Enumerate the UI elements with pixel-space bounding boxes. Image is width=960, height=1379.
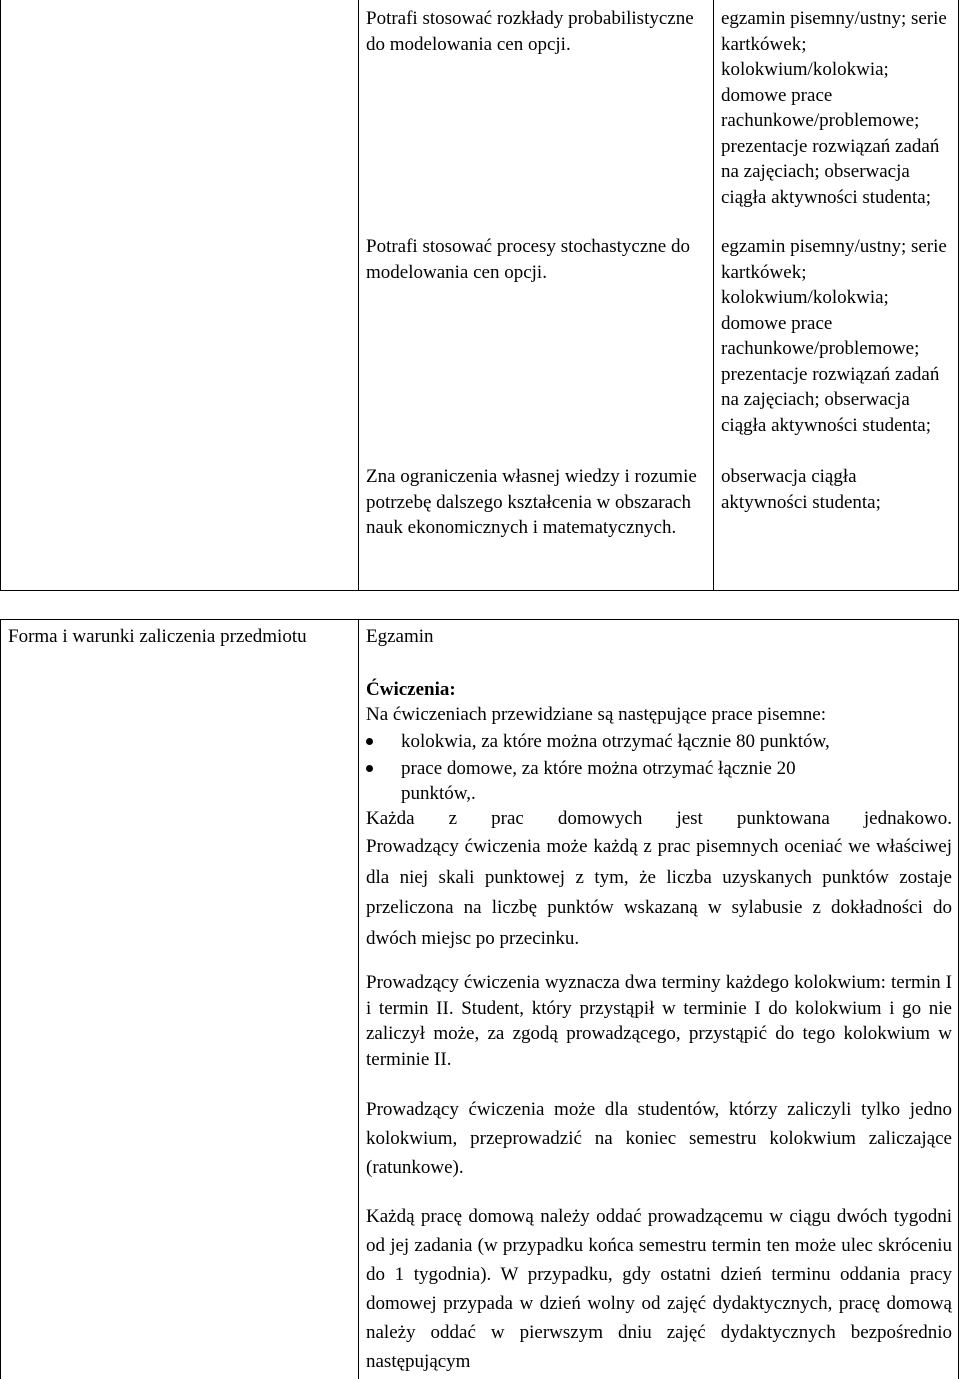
paragraph-homework: Każdą pracę domową należy oddać prowadzącemu w ciągu dwóch tygodni od jej zadania (w przypadku końca semestru termin ten może ulec skróceniu do 1 tygodnia). W przypadku, gdy ostatni dzień terminu oddania pracy domowej przypada w dzień wolny od zajęć dydaktycznych, pracę domową należy oddać w pierwszym dniu zajęć dydaktycznych bezpośrednio następującym <box>366 1206 952 1372</box>
method-3: obserwacja ciągła aktywności studenta; <box>721 466 881 513</box>
outcome-1: Potrafi stosować rozkłady probabilistyczne do modelowania cen opcji. <box>366 8 694 55</box>
method-2: egzamin pisemny/ustny; serie kartkówek; kolokwium/kolokwia; domowe prace rachunkowe/problemowe; prezentacje rozwiązań zadań na zajęciach; obserwacja ciągła aktywności studenta; <box>721 236 947 436</box>
list-item: kolokwia, za które można otrzymać łącznie 80 punktów, <box>366 729 906 755</box>
table-border-col1 <box>358 0 359 591</box>
table-border-left-top <box>0 0 1 591</box>
exercises-intro: Na ćwiczeniach przewidziane są następujące prace pisemne: <box>366 704 826 725</box>
list-item: prace domowe, za które można otrzymać łącznie 20 punktów,. <box>366 756 906 807</box>
outcome-2: Potrafi stosować procesy stochastyczne do modelowania cen opcji. <box>366 236 690 283</box>
table-border-left-bottom <box>0 619 1 1379</box>
table-border-right-top <box>958 0 959 591</box>
table-border-top-bottom <box>0 590 959 591</box>
bullet-list <box>366 729 906 807</box>
exam-label: Egzamin <box>366 626 434 647</box>
paragraph-grading: Prowadzący ćwiczenia może każdą z prac pisemnych oceniać we właściwej dla niej skali punktowej z tym, że liczba uzyskanych punktów zostaje przeliczona na liczbę punktów wskazaną w sylabusie z dokładności do dwóch miejsc po przecinku. <box>366 836 952 949</box>
paragraph-terms: Prowadzący ćwiczenia wyznacza dwa terminy każdego kolokwium: termin I i termin II. Student, który przystąpił w terminie I do kolokwium i go nie zaliczył może, za zgodą prowadzącego, przystąpić do tego kolokwium w terminie II. <box>366 972 952 1070</box>
table-border-bottom-top <box>0 619 959 620</box>
paragraph-rescue-test: Prowadzący ćwiczenia może dla studentów, którzy zaliczyli tylko jedno kolokwium, przeprowadzić na koniec semestru kolokwium zaliczające (ratunkowe). <box>366 1099 952 1178</box>
table-border-right-bottom <box>958 619 959 1379</box>
method-1: egzamin pisemny/ustny; serie kartkówek; kolokwium/kolokwia; domowe prace rachunkowe/problemowe; prezentacje rozwiązań zadań na zajęciach; obserwacja ciągła aktywności studenta; <box>721 8 947 208</box>
table-border-col2 <box>713 0 714 591</box>
outcome-3: Zna ograniczenia własnej wiedzy i rozumie potrzebę dalszego kształcenia w obszarach nauk ekonomicznych i matematycznych. <box>366 466 697 538</box>
row-label-assessment: Forma i warunki zaliczenia przedmiotu <box>8 626 307 647</box>
equal-points-note: Każda z prac domowych jest punktowana jednakowo. <box>366 808 952 829</box>
exercises-heading: Ćwiczenia: <box>366 679 456 700</box>
table-border-mid-bottom <box>358 619 359 1379</box>
